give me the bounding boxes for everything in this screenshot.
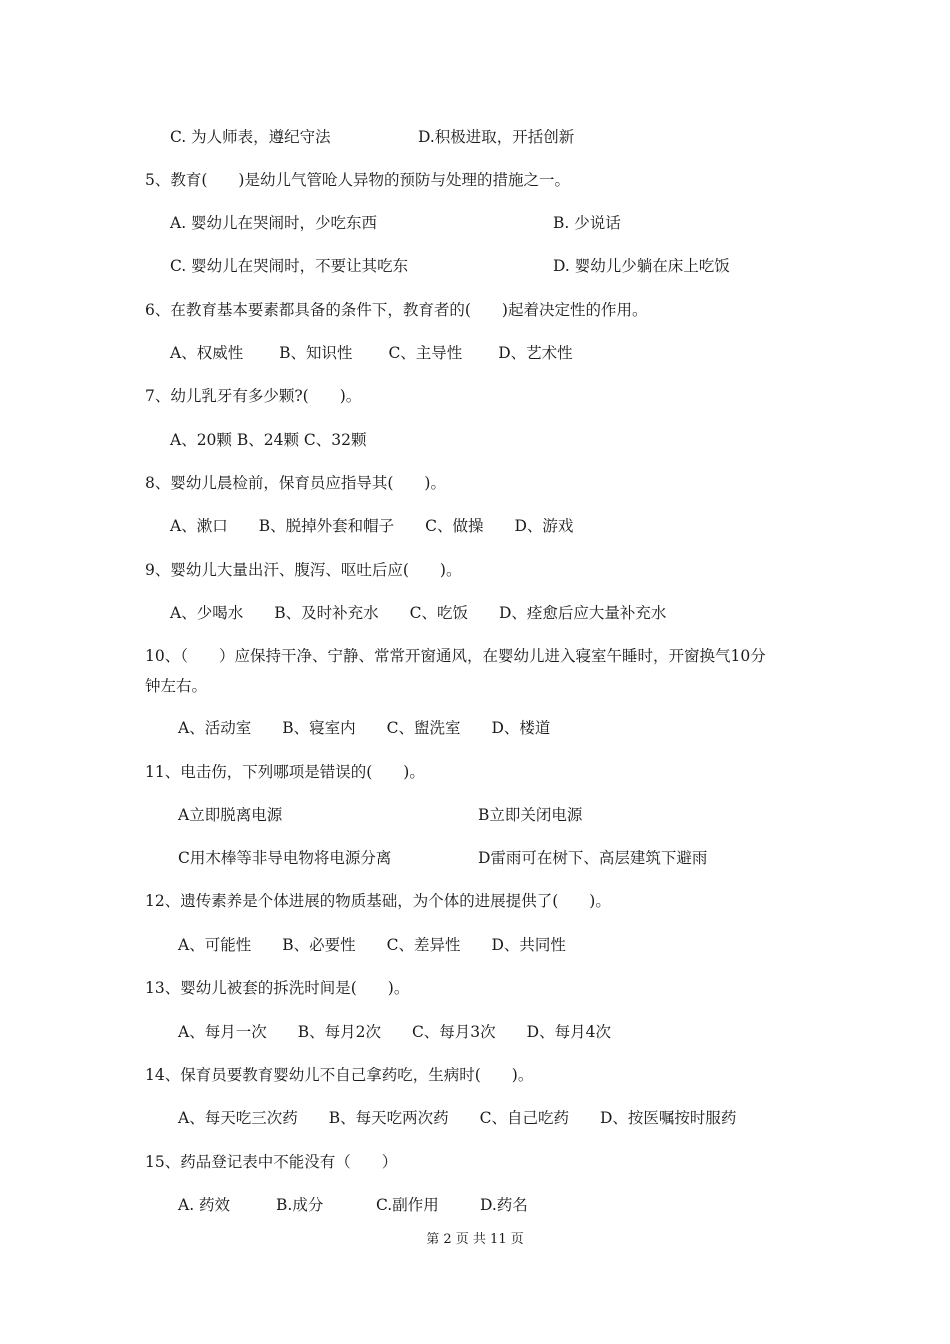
q4-option-c: C. 为人师表，遵纪守法 bbox=[170, 128, 331, 146]
q15-stem: 15、药品登记表中不能没有（ ） bbox=[145, 1153, 398, 1171]
q6-stem: 6、在教育基本要素都具备的条件下，教育者的( )起着决定性的作用。 bbox=[145, 301, 648, 319]
q14-options: A、每天吃三次药 B、每天吃两次药 C、自己吃药 D、按医嘱按时服药 bbox=[178, 1109, 737, 1127]
q6-options: A、权威性 B、知识性 C、主导性 D、艺术性 bbox=[170, 344, 573, 362]
q8-options: A、漱口 B、脱掉外套和帽子 C、做操 D、游戏 bbox=[170, 517, 574, 535]
q11-option-d: D雷雨可在树下、高层建筑下避雨 bbox=[478, 849, 708, 867]
q4-option-d: D.积极进取，开括创新 bbox=[418, 128, 575, 146]
q8-stem: 8、婴幼儿晨检前，保育员应指导其( )。 bbox=[145, 474, 446, 492]
q15-option-b: B.成分 bbox=[276, 1196, 324, 1214]
q15-option-a: A. 药效 bbox=[178, 1196, 231, 1214]
q5-option-d: D. 婴幼儿少躺在床上吃饭 bbox=[553, 257, 730, 275]
q7-stem: 7、幼儿乳牙有多少颗?( )。 bbox=[145, 387, 362, 405]
q11-option-a: A立即脱离电源 bbox=[178, 806, 283, 824]
q11-stem: 11、电击伤，下列哪项是错误的( )。 bbox=[145, 763, 425, 781]
q13-stem: 13、婴幼儿被套的拆洗时间是( )。 bbox=[145, 979, 410, 997]
q5-option-a: A. 婴幼儿在哭闹时，少吃东西 bbox=[170, 214, 378, 232]
q12-options: A、可能性 B、必要性 C、差异性 D、共同性 bbox=[178, 936, 566, 954]
q5-option-b: B. 少说话 bbox=[553, 214, 621, 232]
q15-option-d: D.药名 bbox=[480, 1196, 528, 1214]
q7-options: A、20颗 B、24颗 C、32颗 bbox=[170, 431, 367, 449]
q10-options: A、活动室 B、寝室内 C、盥洗室 D、楼道 bbox=[178, 719, 551, 737]
q9-options: A、少喝水 B、及时补充水 C、吃饭 D、痊愈后应大量补充水 bbox=[170, 604, 667, 622]
q15-option-c: C.副作用 bbox=[376, 1196, 439, 1214]
q5-option-c: C. 婴幼儿在哭闹时，不要让其吃东 bbox=[170, 257, 409, 275]
q13-options: A、每月一次 B、每月2次 C、每月3次 D、每月4次 bbox=[178, 1023, 611, 1041]
q12-stem: 12、遗传素养是个体进展的物质基础，为个体的进展提供了( )。 bbox=[145, 892, 611, 910]
q11-option-c: C用木棒等非导电物将电源分离 bbox=[178, 849, 392, 867]
q14-stem: 14、保育员要教育婴幼儿不自己拿药吃，生病时( )。 bbox=[145, 1066, 534, 1084]
q11-option-b: B立即关闭电源 bbox=[478, 806, 583, 824]
q10-stem-line1: 10、（ ）应保持干净、宁静、常常开窗通风，在婴幼儿进入寝室午睡时，开窗换气10分 bbox=[145, 647, 766, 665]
q5-stem: 5、教育( )是幼儿气管呛人异物的预防与处理的措施之一。 bbox=[145, 171, 570, 189]
page-footer: 第 2 页 共 11 页 bbox=[426, 1232, 524, 1247]
q10-stem-line2: 钟左右。 bbox=[145, 677, 208, 695]
q9-stem: 9、婴幼儿大量出汗、腹泻、呕吐后应( )。 bbox=[145, 561, 462, 579]
